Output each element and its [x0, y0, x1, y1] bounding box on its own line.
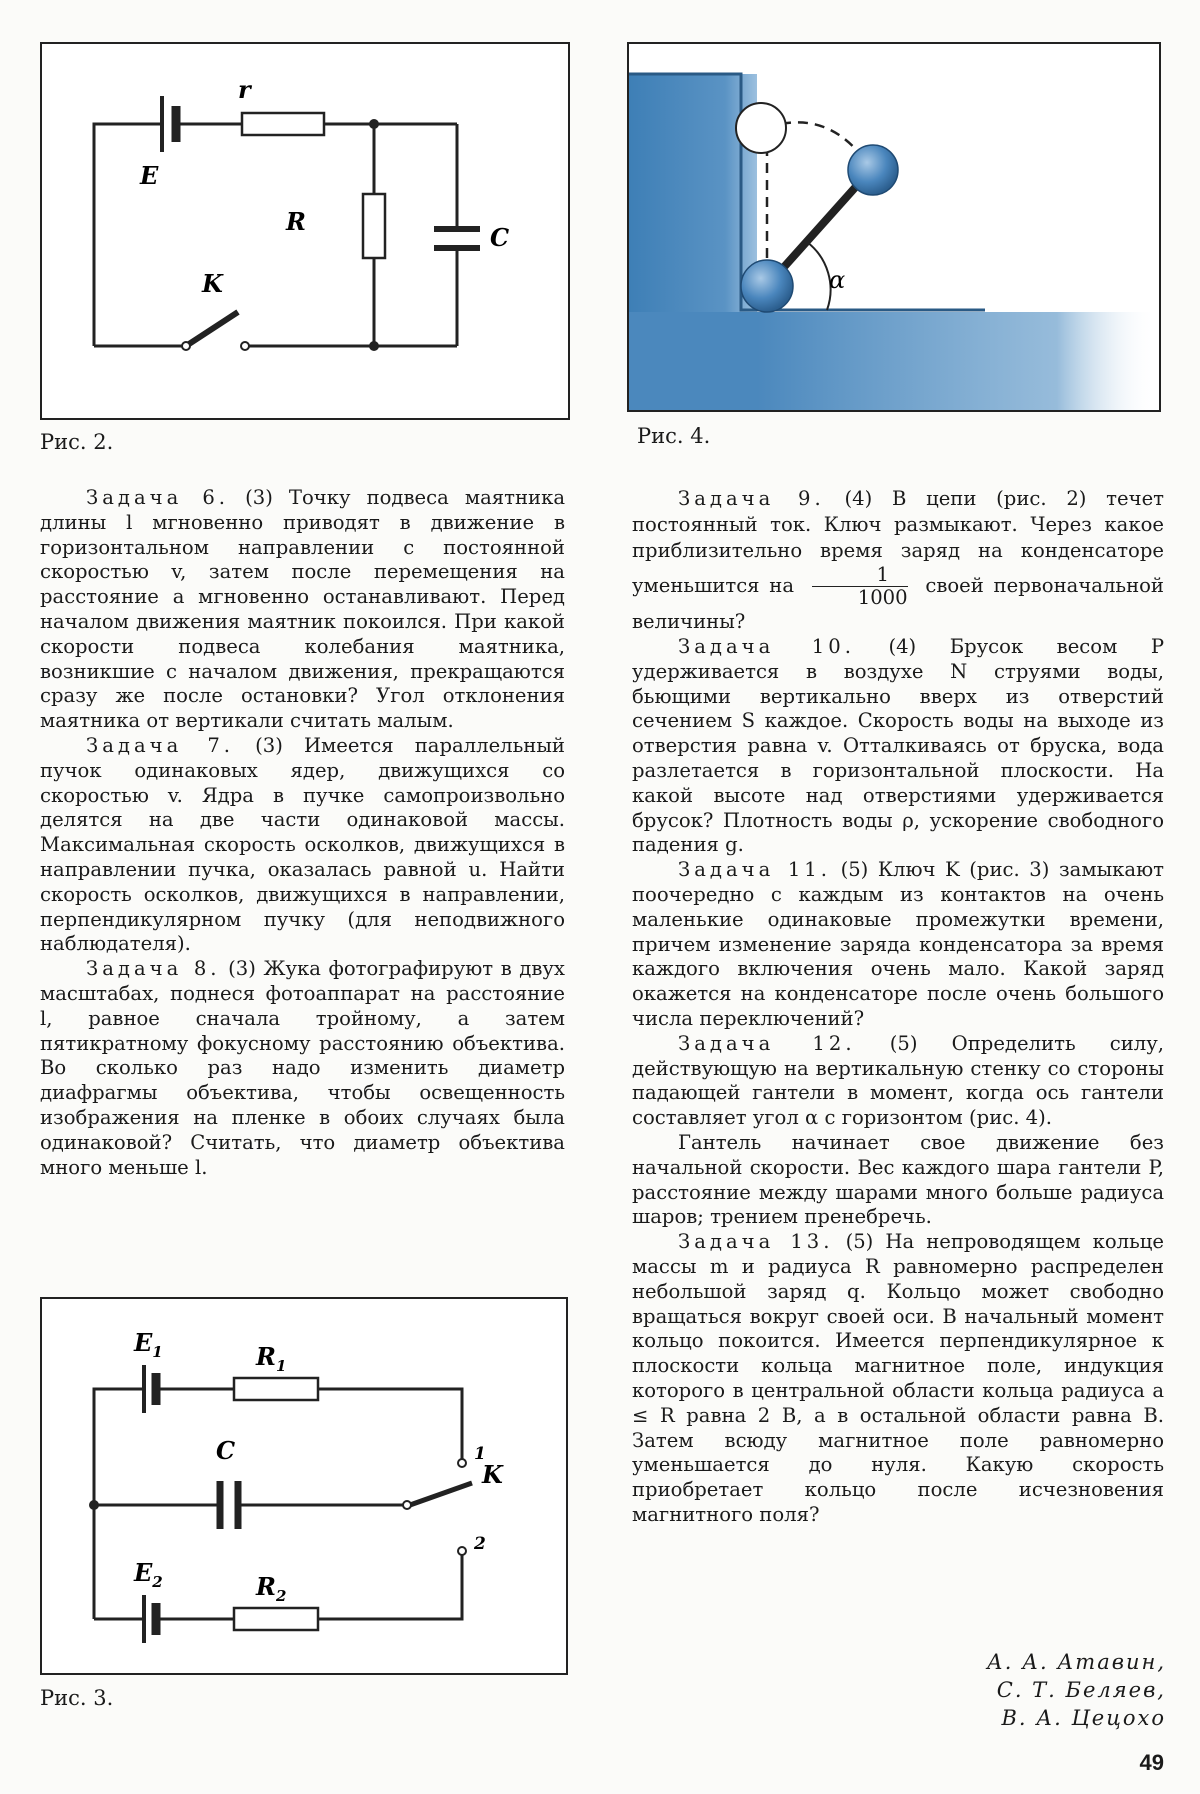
- dumbbell-figure: [629, 44, 1159, 410]
- problem-12-continuation: Гантель начинает свое движение без начальной скорости. Вес каждого шара гантели P, расстояние между шарами много больше радиуса шаров; трением пренебречь.: [632, 1130, 1164, 1229]
- caption-fig2: Рис. 2.: [40, 430, 114, 454]
- problem-12: [632, 1032, 1164, 1131]
- label-R: R: [286, 207, 306, 236]
- fraction-numerator: 1: [812, 564, 908, 587]
- problem-7-weight: (3): [255, 733, 283, 757]
- problem-8-body: Жука фотографируют в двух масштабах, поднеся фотоаппарат на расстояние l, равное сначала тройному, а затем пятикратному фокусному расстоянию объектива. Во сколько раз надо изменить диаметр диафрагмы объектива, чтобы освещенность изображения на пленке в обоих случаях была одинаковой? Считать, что диаметр объектива много меньше l.: [40, 957, 565, 1179]
- problem-11-head: Задача 11.: [678, 858, 831, 882]
- label-contact-2: 2: [474, 1534, 486, 1554]
- page-number: 49: [1139, 1750, 1164, 1775]
- problem-13-body: На непроводящем кольце массы m и радиуса R равномерно распределен небольшой заряд q. Кольцо может свободно вращаться вокруг своей оси. В начальный момент кольцо покоится. Имеется перпендикулярное к плоскости кольца магнитное поле, индукция которого в центральной области кольца радиуса a ≤ R равна 2 B, а в остальной области равна B. Затем всюду магнитное поле равномерно уменьшается до нуля. Какую скорость приобретает кольцо после исчезновения магнитного поля?: [632, 1230, 1164, 1526]
- left-column-text: [40, 486, 565, 1180]
- problem-11-body: Ключ K (рис. 3) замыкают поочередно с каждым из контактов на очень маленькие одинаковые промежутки времени, причем изменение заряда конденсатора за время каждого включения очень мало. Какой заряд окажется на конденсаторе после очень большого числа переключений?: [632, 858, 1164, 1030]
- problem-8-weight: (3): [228, 957, 256, 981]
- label-E1: $E_1$: [134, 1328, 163, 1361]
- label-R2: $R_2$: [256, 1572, 287, 1605]
- label-C: C: [216, 1436, 236, 1465]
- problem-8-head: Задача 8.: [86, 957, 221, 981]
- label-contact-1: 1: [474, 1444, 486, 1464]
- authors: [987, 1648, 1166, 1732]
- problem-9-head: Задача 9.: [678, 487, 825, 510]
- figure-3: [40, 1297, 568, 1675]
- problem-13-weight: (5): [845, 1230, 874, 1254]
- problem-9: [632, 486, 1164, 635]
- problem-10-head: Задача 10.: [678, 635, 855, 658]
- label-K: K: [482, 1460, 503, 1489]
- label-R1: $R_1$: [256, 1342, 287, 1375]
- problem-7: [40, 734, 565, 957]
- problem-9-weight: (4): [844, 487, 873, 510]
- problem-6-weight: (3): [245, 486, 273, 509]
- problem-13: [632, 1230, 1164, 1528]
- circuit-diagram-fig2: [42, 44, 568, 418]
- label-r: r: [238, 75, 251, 104]
- problem-12-head: Задача 12.: [678, 1031, 856, 1055]
- caption-fig4: Рис. 4.: [637, 424, 711, 448]
- problem-10: [632, 635, 1164, 858]
- problem-9-body-after: своей первоначальной величины?: [632, 574, 1164, 633]
- problem-6: [40, 486, 565, 734]
- label-K: K: [202, 269, 223, 298]
- problem-6-head: Задача 6.: [86, 486, 230, 509]
- circuit-diagram-fig3: [42, 1299, 566, 1673]
- problem-7-body: Имеется параллельный пучок одинаковых ядер, движущихся со скоростью v. Ядра в пучке самопроизвольно делятся на две части одинаковой массы. Максимальная скорость осколков, движущихся в направлении пучка, оказалась равной u. Найти скорость осколков, движущихся в направлении, перпендикулярном пучку (для неподвижного наблюдателя).: [40, 733, 565, 956]
- problem-7-head: Задача 7.: [86, 733, 235, 757]
- fraction-1-1000: [812, 564, 908, 609]
- problem-11-weight: (5): [840, 858, 869, 882]
- problem-10-body: Брусок весом P удерживается в воздухе N струями воды, бьющими вертикально вверх из отверстий сечением S каждое. Скорость воды на выходе из отверстия равна v. Отталкиваясь от бруска, вода разлетается в горизонтальной плоскости. На какой высоте над отверстиями удерживается брусок? Плотность воды ρ, ускорение свободного падения g.: [632, 635, 1164, 857]
- problem-9-body-before: В цепи (рис. 2) течет постоянный ток. Ключ размыкают. Через какое приблизительно время заряд на конденсаторе уменьшится на: [632, 487, 1165, 597]
- problem-12-body: Определить силу, действующую на вертикальную стенку со стороны падающей гантели в момент, когда ось гантели составляет угол α с горизонтом (рис. 4).: [632, 1031, 1164, 1130]
- problem-13-head: Задача 13.: [678, 1230, 834, 1254]
- label-E: E: [140, 161, 159, 190]
- problem-6-body: Точку подвеса маятника длины l мгновенно приводят в движение в горизонтальном направлении с постоянной скоростью v, затем после перемещения на расстояние a мгновенно останавливают. Перед началом движения маятник покоился. При какой скорости подвеса колебания маятника, возникшие с началом движения, прекращаются сразу же после остановки? Угол отклонения маятника от вертикали считать малым.: [40, 486, 565, 733]
- label-alpha: α: [829, 266, 846, 294]
- author-3: В. А. Цецохо: [1001, 1706, 1166, 1730]
- label-C: C: [490, 223, 510, 252]
- caption-fig3: Рис. 3.: [40, 1686, 114, 1710]
- author-2: С. Т. Беляев,: [996, 1678, 1166, 1702]
- author-1: А. А. Атавин,: [986, 1650, 1166, 1674]
- figure-4: [627, 42, 1161, 412]
- label-E2: $E_2$: [134, 1558, 163, 1591]
- problem-12-weight: (5): [889, 1031, 918, 1055]
- fraction-denominator: 1000: [857, 586, 908, 609]
- problem-11: [632, 858, 1164, 1032]
- right-column-text: [632, 486, 1164, 1528]
- problem-10-weight: (4): [888, 635, 917, 658]
- problem-8: [40, 957, 565, 1180]
- figure-2: [40, 42, 570, 420]
